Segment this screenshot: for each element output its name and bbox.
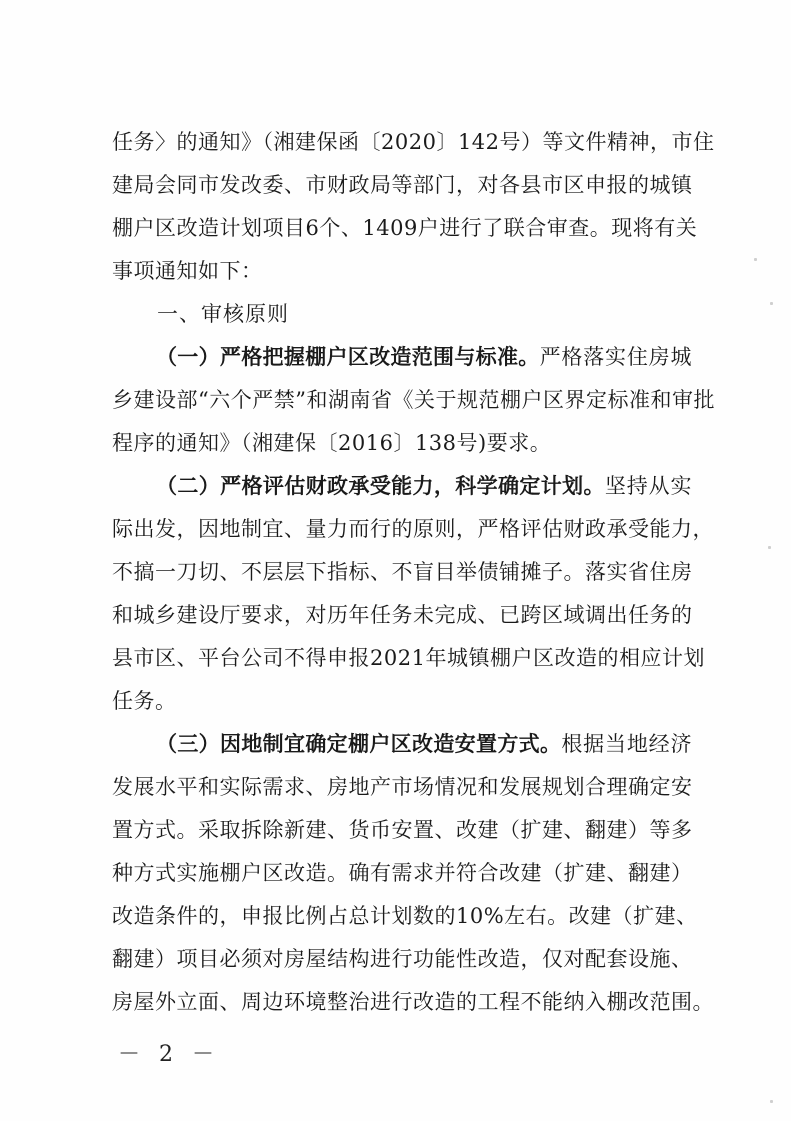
body-line: 事项通知如下：	[112, 259, 263, 283]
item-2-text: 坚持从实	[604, 474, 692, 498]
body-line: 和城乡建设厅要求，对历年任务未完成、已跨区域调出任务的	[112, 603, 693, 627]
scan-speck	[768, 546, 771, 549]
item-1-text: 严格落实住房城	[539, 345, 692, 369]
body-line: 任务〉的通知》（湘建保函〔2020〕142号）等文件精神，市住	[112, 130, 715, 154]
body-line: 乡建设部“六个严禁”和湖南省《关于规范棚户区界定标准和审批	[112, 388, 715, 412]
body-line: 房屋外立面、周边环境整治进行改造的工程不能纳入棚改范围。	[112, 990, 714, 1014]
body-line: 种方式实施棚户区改造。确有需求并符合改建（扩建、翻建）	[112, 861, 693, 885]
item-1-first-line	[156, 337, 692, 377]
body-line: 不搞一刀切、不层层下指标、不盲目举债铺摊子。落实省住房	[112, 560, 693, 584]
item-1-title: （一）严格把握棚户区改造范围与标准。	[156, 345, 540, 369]
body-line: 县市区、平台公司不得申报2021年城镇棚户区改造的相应计划	[112, 646, 705, 670]
scan-speck	[754, 258, 757, 261]
body-line: 任务。	[112, 689, 177, 713]
body-line: 程序的通知》（湘建保〔2016〕138号)要求。	[112, 431, 552, 455]
body-line: 置方式。采取拆除新建、货币安置、改建（扩建、翻建）等多	[112, 818, 693, 842]
body-line: 翻建）项目必须对房屋结构进行功能性改造，仅对配套设施、	[112, 947, 693, 971]
body-line: 建局会同市发改委、市财政局等部门，对各县市区申报的城镇	[112, 173, 693, 197]
body-line: 改造条件的，申报比例占总计划数的10%左右。改建（扩建、	[112, 904, 698, 928]
item-3-title: （三）因地制宜确定棚户区改造安置方式。	[156, 732, 562, 756]
body-line: 际出发，因地制宜、量力而行的原则，严格评估财政承受能力，	[112, 517, 714, 541]
item-2-title: （二）严格评估财政承受能力，科学确定计划。	[156, 474, 605, 498]
item-2-first-line	[156, 466, 692, 506]
item-3-text: 根据当地经济	[561, 732, 693, 756]
scan-speck	[770, 302, 773, 305]
item-3-first-line	[156, 724, 692, 764]
body-line: 发展水平和实际需求、房地产市场情况和发展规划合理确定安	[112, 775, 693, 799]
section-heading: 一、审核原则	[157, 302, 289, 326]
page-number: － 2 －	[118, 1042, 220, 1067]
body-line: 棚户区改造计划项目6个、1409户进行了联合审查。现将有关	[112, 216, 698, 240]
scan-speck	[770, 1100, 773, 1103]
